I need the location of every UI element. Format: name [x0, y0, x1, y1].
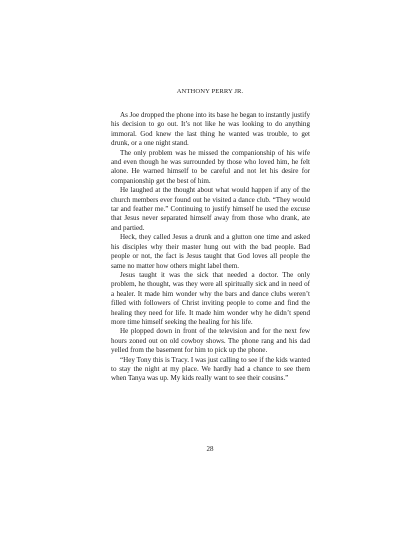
running-header: ANTHONY PERRY JR. [176, 88, 244, 95]
body-text [111, 111, 310, 384]
paragraph: Jesus taught it was the sick that needed a doctor. The only problem, he thought, was they were all spiritually sick and in need of a healer. It made him wonder why the bars and dance clubs weren’t filled with followers of Christ inviting people to come and find the healing they need for life. It made him wonder why he didn’t spend more time himself seeking the healing for his life. [111, 270, 310, 326]
page-number: 28 [206, 445, 214, 453]
paragraph: “Hey Tony this is Tracy. I was just calling to see if the kids wanted to stay the night at my place. We hardly had a chance to see them when Tanya was up. My kids really want to see their cousins.” [111, 355, 310, 383]
paragraph: He laughed at the thought about what would happen if any of the church members ever found out he visited a dance club. “They would tar and feather me.” Continuing to justify himself he used the excuse that Jesus never separated himself away from those who drank, ate and partied. [111, 186, 310, 232]
paragraph: He plopped down in front of the television and for the next few hours zoned out on old cowboy shows. The phone rang and his dad yelled from the basement for him to pick up the phone. [111, 327, 310, 355]
paragraph: Heck, they called Jesus a drunk and a glutton one time and asked his disciples why their master hung out with the bad people. Bad people or not, the fact is Jesus taught that God loves all people the same no matter how others might label them. [111, 233, 310, 270]
paragraph: As Joe dropped the phone into its base he began to instantly justify his decision to go out. It’s not like he was looking to do anything immoral. God knew the last thing he wanted was trouble, to get drunk, or a one night stand. [111, 111, 310, 148]
paragraph: The only problem was he missed the companionship of his wife and even though he was surrounded by those who loved him, he felt alone. He warned himself to be careful and not let his desire for companionship get the best of him. [111, 148, 310, 185]
